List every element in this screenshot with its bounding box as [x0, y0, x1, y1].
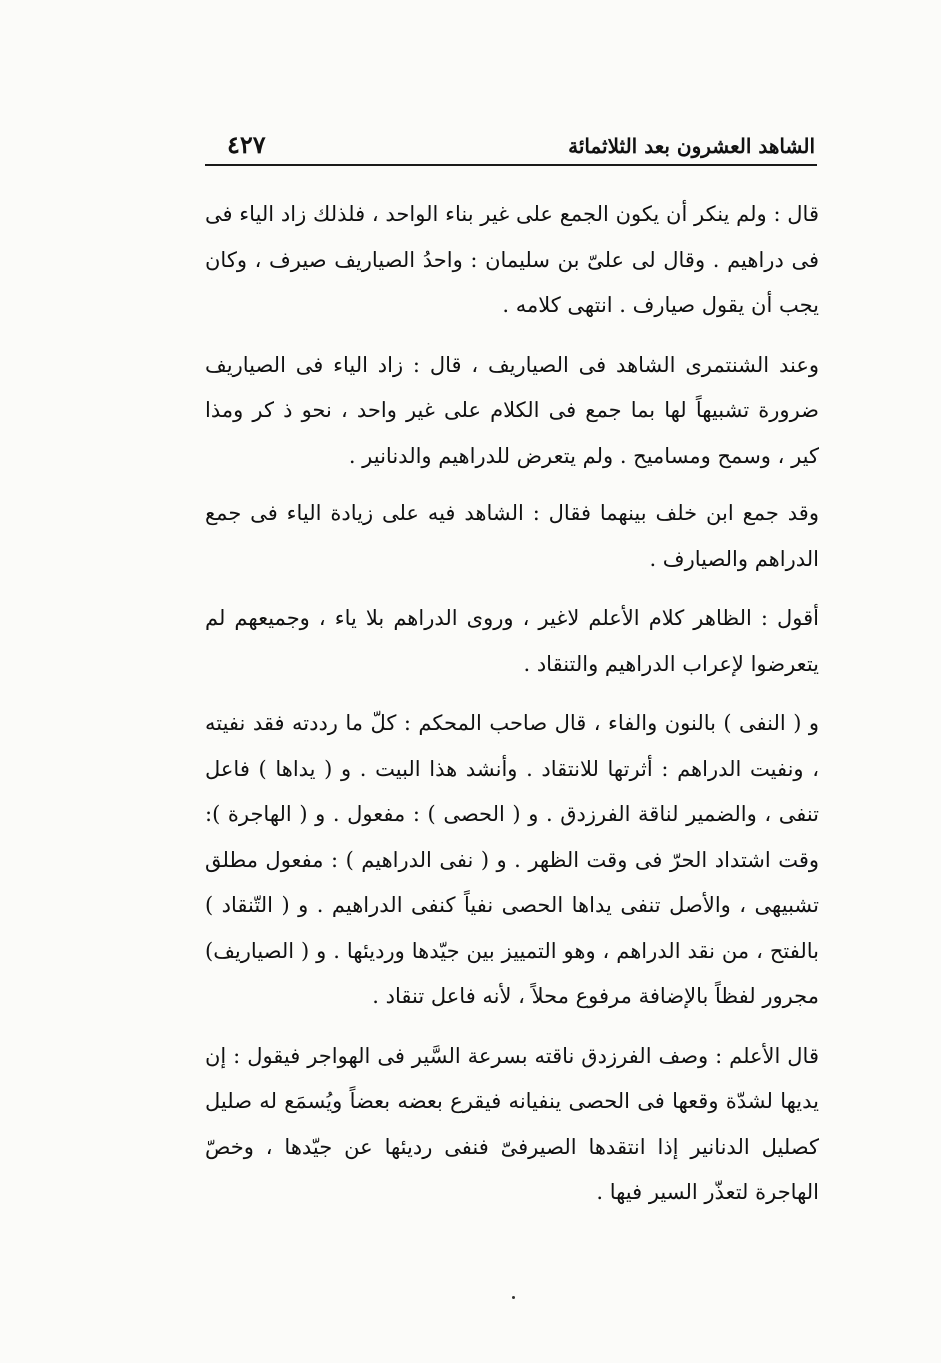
page-header — [205, 128, 815, 168]
paragraph: قال : ولم ينكر أن يكون الجمع على غير بناء الواحد ، فلذلك زاد الياء فى فى دراهيم . وقال لى علىّ بن سليمان : واحدُ الصياريف صيرف ، وكان يجب أن يقول صيارف . انتهى كلامه . — [205, 202, 819, 317]
paragraph: وقد جمع ابن خلف بينهما فقال : الشاهد فيه على زيادة الياء فى جمع الدراهم والصيارف . — [205, 501, 819, 571]
ink-speck — [512, 1296, 515, 1299]
paragraph: قال الأعلم : وصف الفرزدق ناقته بسرعة السَّير فى الهواجر فيقول : إن يديها لشدّة وقعها فى الحصى ينفيانه فيقرع بعضه بعضاً ويُسمَع له صليل كصليل الدنانير إذا انتقدها الصيرفىّ فنفى رديئها عن جيّدها ، وخصّ الهاجرة لتعذّر السير فيها . — [205, 1043, 819, 1204]
page-number: ٤٢٧ — [227, 130, 266, 159]
page-body — [205, 192, 819, 1230]
header-rule — [205, 164, 817, 166]
paragraph: و ( النفى ) بالنون والفاء ، قال صاحب المحكم : كلّ ما رددته فقد نفيته ، ونفيت الدراهم : أثرتها للانتقاد . وأنشد هذا البيت . و ( يداها ) فاعل تنفى ، والضمير لناقة الفرزدق . و ( الحصى ) : مفعول . و ( الهاجرة ): وقت اشتداد الحرّ فى وقت الظهر . و ( نفى الدراهيم ) : مفعول مطلق تشبيهى ، والأصل تنفى يداها الحصى نفياً كنفى الدراهيم . و ( التّنقاد ) بالفتح ، من نقد الدراهم ، وهو التمييز بين جيّدها ورديئها . و ( الصياريف) مجرور لفظاً بالإضافة مرفوع محلاً ، لأنه فاعل تنقاد . — [205, 711, 819, 1008]
paragraph: وعند الشنتمرى الشاهد فى الصياريف ، قال : زاد الياء فى الصياريف ضرورة تشبيهاً لها بما جمع فى الكلام على غير واحد ، نحو ذ كر ومذا كير ، وسمح ومساميح . ولم يتعرض للدراهيم والدنانير . — [205, 352, 819, 468]
paragraph: أقول : الظاهر كلام الأعلم لاغير ، وروى الدراهم بلا ياء ، وجميعهم لم يتعرضوا لإعراب الدراهيم والتنقاد . — [205, 606, 819, 676]
running-title: الشاهد العشرون بعد الثلاثمائة — [568, 134, 815, 158]
